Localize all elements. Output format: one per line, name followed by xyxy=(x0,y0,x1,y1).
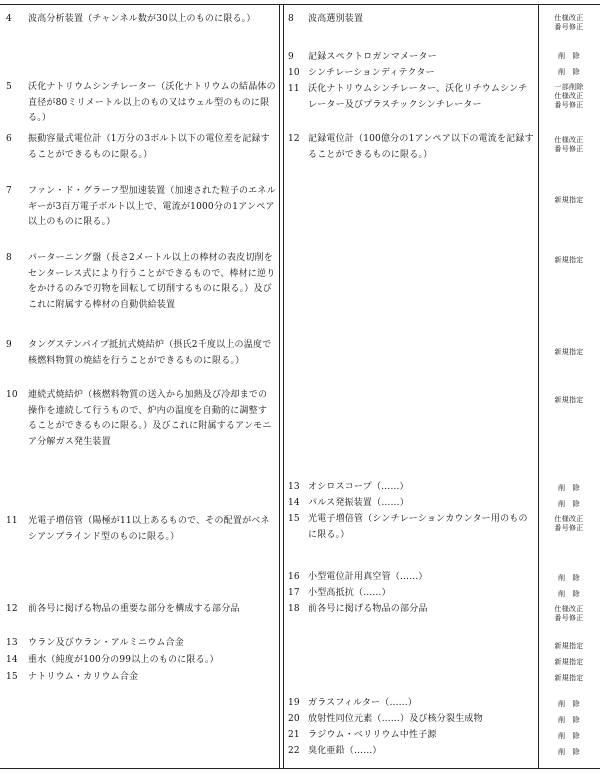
item-text: オシロスコープ（……） xyxy=(308,482,409,492)
item-text: 波高分析装置（チャンネル数が30以上のものに限る。） xyxy=(28,14,256,24)
left-item-12 xyxy=(6,602,276,618)
item-number: 16 xyxy=(288,572,300,582)
item-number: 6 xyxy=(6,134,12,144)
note-revision: 削 除 xyxy=(558,700,580,708)
mid-item-18 xyxy=(288,602,536,618)
item-text: パーターニング盤（長さ2メートル以上の棒材の表皮切削をセンターレス式により行うことができるもので、棒材に逆りをかけるのみで刃物を回転して切削するものに限る。）及びこれに附属する棒材の自動供給装置 xyxy=(28,253,276,310)
item-number: 10 xyxy=(288,68,300,78)
item-text: 小型高抵抗（……） xyxy=(308,588,391,598)
item-text: 光電子増倍管（陽極が11以上あるもので、その配置がベネシアンブラインド型のものに限る。） xyxy=(28,516,270,542)
note-revision: 新規指定 xyxy=(554,348,584,356)
note-revision: 削 除 xyxy=(558,52,580,60)
note-revision: 仕様改正 番号修正 xyxy=(554,515,584,532)
note-revision: 仕様改正 番号修正 xyxy=(554,14,584,31)
item-text: ファン・ド・グラーフ型加速装置（加速された粒子のエネルギーが3百万電子ボルト以上で、電流が1000分の1アンペア以上のものに限る。） xyxy=(28,186,276,228)
item-number: 17 xyxy=(288,588,300,598)
left-item-9 xyxy=(6,338,276,369)
note-revision: 削 除 xyxy=(558,748,580,756)
left-item-6 xyxy=(6,132,276,163)
top-rule xyxy=(0,4,600,5)
item-number: 7 xyxy=(6,186,12,196)
left-item-11 xyxy=(6,514,276,545)
item-text: 連続式焼結炉（核燃料物質の送入から加熱及び冷却までの操作を連続して行うもので、炉内の温度を自動的に調整することができるものに限る。）及びこれに附属するアンモニア分解ガス発生装置 xyxy=(28,390,272,447)
note-revision: 削 除 xyxy=(558,68,580,76)
note-revision: 新規指定 xyxy=(554,256,584,264)
mid-item-12 xyxy=(288,132,536,163)
item-text: 前各号に掲げる物品の部分品 xyxy=(308,604,428,614)
item-text: 記録電位計（100億分の1アンペア以下の電流を記録することができるものに限る。） xyxy=(308,134,534,160)
note-revision: 新規指定 xyxy=(554,674,584,682)
item-text: 光電子増倍管（シンチレーションカウンター用のものに限る。） xyxy=(308,514,528,540)
item-number: 5 xyxy=(6,82,12,92)
item-text: 重水（純度が100分の99以上のものに限る。） xyxy=(28,655,219,665)
note-revision: 新規指定 xyxy=(554,396,584,404)
item-number: 22 xyxy=(288,746,300,756)
item-number: 14 xyxy=(6,655,18,665)
item-text: シンチレーションディテクター xyxy=(308,68,435,78)
left-item-15 xyxy=(6,670,276,686)
note-revision: 新規指定 xyxy=(554,642,584,650)
note-revision: 削 除 xyxy=(558,500,580,508)
item-number: 12 xyxy=(288,134,300,144)
note-revision: 新規指定 xyxy=(554,658,584,666)
note-revision: 削 除 xyxy=(558,590,580,598)
item-text: ラジウム・ベリリウム中性子源 xyxy=(308,730,437,740)
item-text: 振動容量式電位計（1万分の3ボルト以下の電位差を記録することができるものに限る。） xyxy=(28,134,270,160)
item-text: 小型電位計用真空管（……） xyxy=(308,572,428,582)
note-revision: 仕様改正 番号修正 xyxy=(554,605,584,622)
left-item-7 xyxy=(6,184,276,231)
left-item-8 xyxy=(6,251,276,313)
item-number: 20 xyxy=(288,714,300,724)
left-item-14 xyxy=(6,653,276,669)
mid-item-17 xyxy=(288,586,536,602)
left-item-5 xyxy=(6,80,276,127)
item-text: ナトリウム・カリウム合金 xyxy=(28,672,139,682)
item-text: 波高選別装置 xyxy=(308,14,364,24)
item-text: 放射性同位元素（……）及び核分裂生成物 xyxy=(308,714,483,724)
item-number: 21 xyxy=(288,730,300,740)
mid-item-19 xyxy=(288,696,536,712)
item-number: 15 xyxy=(6,672,18,682)
item-number: 8 xyxy=(288,14,294,24)
item-text: 沃化ナトリウムシンチレーター（沃化ナトリウムの結晶体の直径が80ミリメートル以上のもの又はウェル型のものに限る。） xyxy=(28,82,276,124)
item-text: ウラン及びウラン・アルミニウム合金 xyxy=(28,638,184,648)
note-revision: 一部削除 仕様改正 番号修正 xyxy=(554,83,584,109)
mid-item-13 xyxy=(288,480,536,496)
item-text: ガラスフィルター（……） xyxy=(308,698,418,708)
item-text: パルス発振装置（……） xyxy=(308,498,409,508)
item-text: 沃化ナトリウムシンチレーター、沃化リチウムシンチレーター及びプラスチックシンチレーター xyxy=(308,84,528,110)
mid-item-8 xyxy=(288,12,536,28)
mid-item-20 xyxy=(288,712,536,728)
item-number: 14 xyxy=(288,498,300,508)
note-revision: 削 除 xyxy=(558,716,580,724)
column-divider-left xyxy=(279,4,280,768)
mid-item-10 xyxy=(288,66,536,82)
mid-item-15 xyxy=(288,512,536,543)
note-revision: 削 除 xyxy=(558,732,580,740)
item-number: 9 xyxy=(288,52,294,62)
item-number: 11 xyxy=(6,516,18,526)
item-number: 4 xyxy=(6,14,12,24)
bottom-rule xyxy=(0,768,600,769)
left-item-13 xyxy=(6,636,276,652)
item-text: 臭化亜鉛（……） xyxy=(308,746,382,756)
note-revision: 削 除 xyxy=(558,484,580,492)
item-number: 11 xyxy=(288,84,300,94)
mid-item-9 xyxy=(288,50,536,66)
item-text: 前各号に掲げる物品の重要な部分を構成する部分品 xyxy=(28,604,240,614)
mid-item-11 xyxy=(288,82,536,113)
item-number: 19 xyxy=(288,698,300,708)
mid-item-22 xyxy=(288,744,536,760)
left-item-4 xyxy=(6,12,276,28)
note-revision: 仕様改正 番号修正 xyxy=(554,136,584,153)
item-number: 12 xyxy=(6,604,18,614)
item-number: 15 xyxy=(288,514,300,524)
item-number: 18 xyxy=(288,604,300,614)
column-divider-left-double xyxy=(283,4,284,768)
item-number: 8 xyxy=(6,253,12,263)
item-text: タングステンパイプ抵抗式焼結炉（摂氏2千度以上の温度で核燃料物質の焼結を行うことができるものに限る。） xyxy=(28,340,272,366)
mid-item-21 xyxy=(288,728,536,744)
left-item-10 xyxy=(6,388,276,450)
mid-item-16 xyxy=(288,570,536,586)
mid-item-14 xyxy=(288,496,536,512)
item-number: 13 xyxy=(6,638,18,648)
item-number: 10 xyxy=(6,390,18,400)
item-text: 記録スペクトロガンマメーター xyxy=(308,52,437,62)
item-number: 9 xyxy=(6,340,12,350)
item-number: 13 xyxy=(288,482,300,492)
column-divider-notes xyxy=(538,4,539,768)
note-revision: 削 除 xyxy=(558,574,580,582)
note-revision: 新規指定 xyxy=(554,196,584,204)
